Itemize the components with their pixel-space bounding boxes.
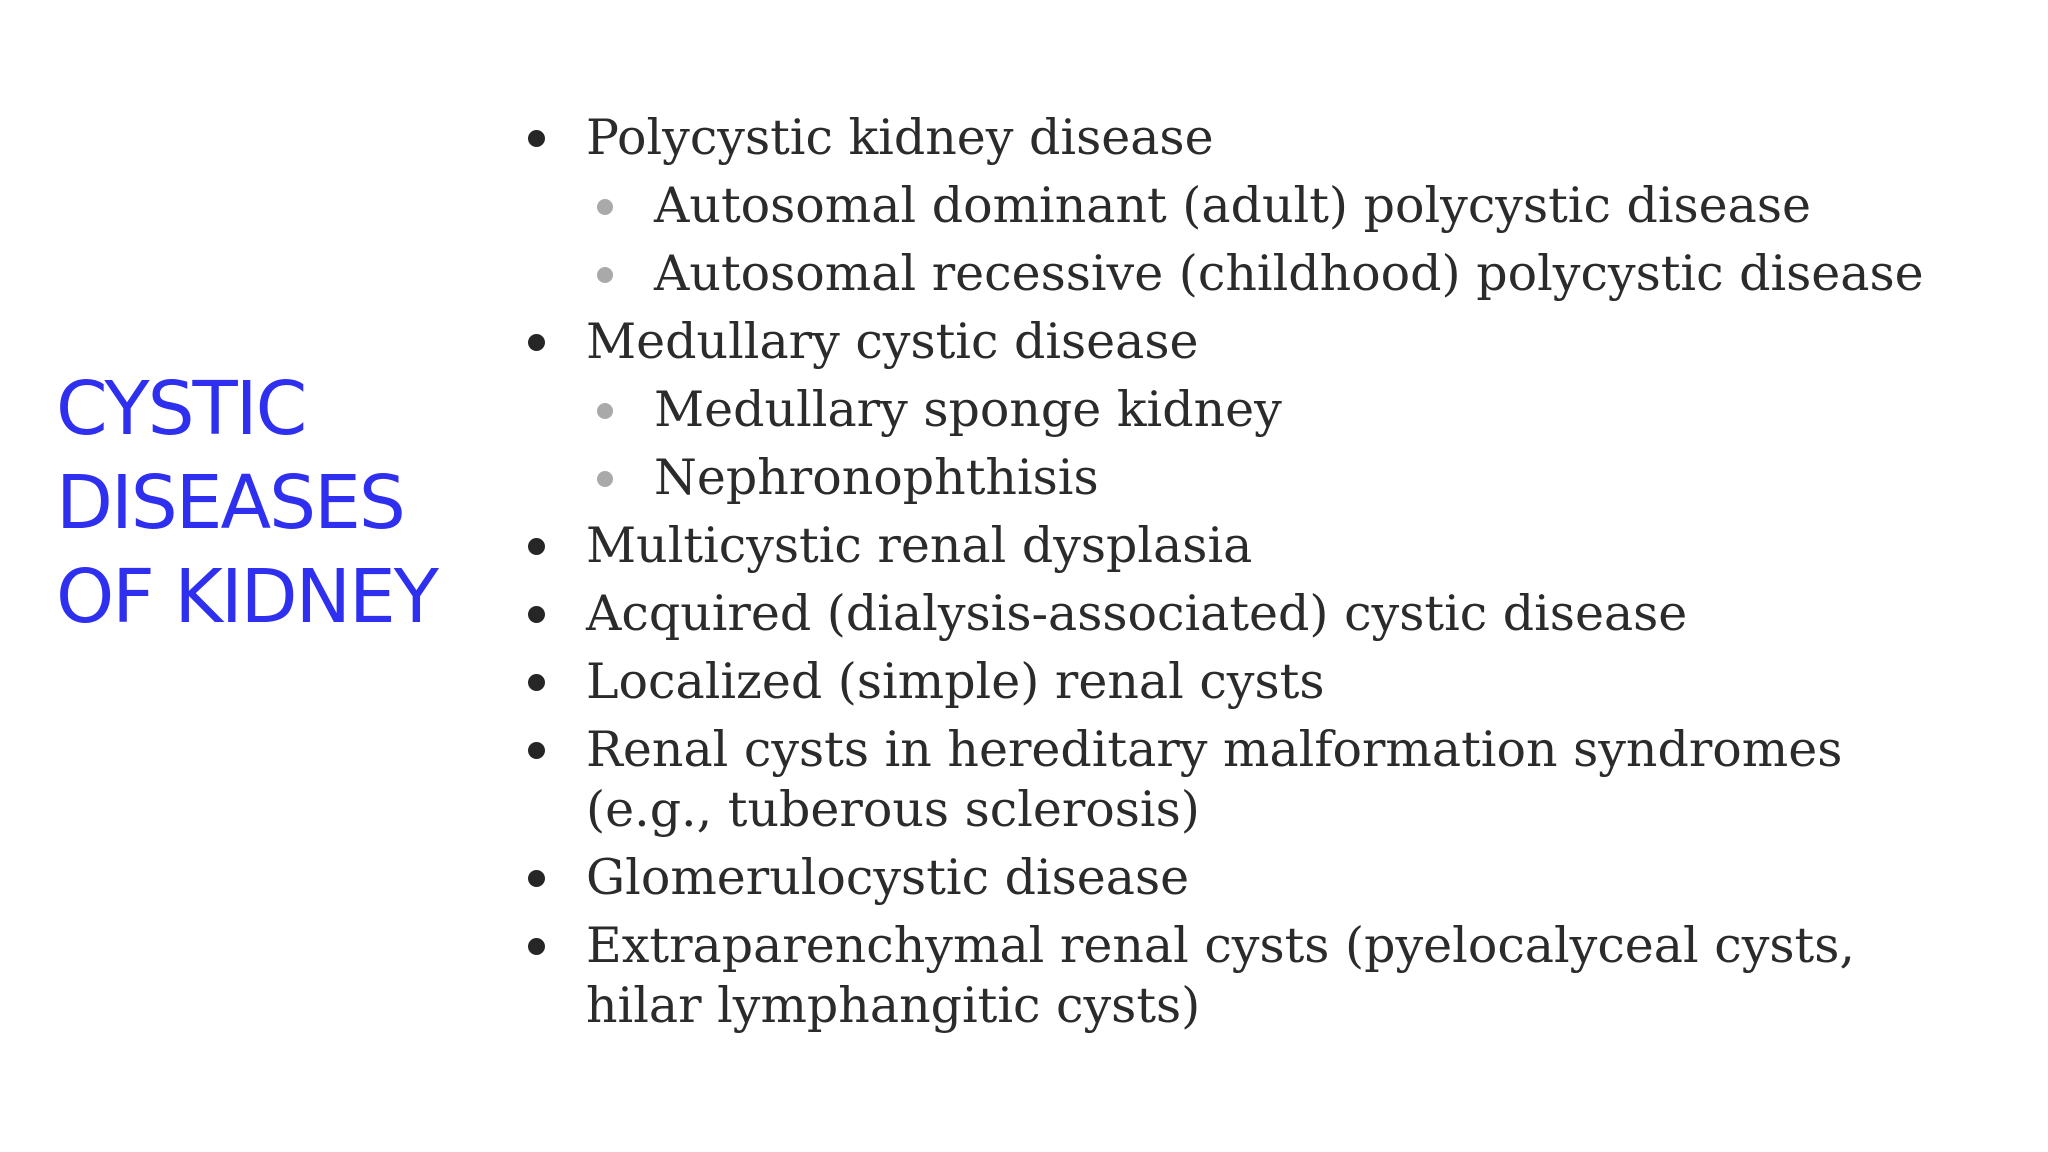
list-item-label: Localized (simple) renal cysts	[586, 653, 1325, 710]
list-item	[524, 916, 1944, 1036]
list-item	[524, 312, 1944, 372]
list-item-label: Renal cysts in hereditary malformation syndromes (e.g., tuberous sclerosis)	[586, 721, 1843, 838]
sub-list-item	[524, 176, 1944, 236]
list-item-label: Polycystic kidney disease	[586, 109, 1214, 166]
list-item	[524, 584, 1944, 644]
disease-list	[524, 108, 1944, 1044]
sub-bullet-icon	[597, 267, 613, 283]
slide-title-line: OF KIDNEY	[56, 554, 437, 640]
list-item	[524, 652, 1944, 712]
list-item-label: Multicystic renal dysplasia	[586, 517, 1253, 574]
bullet-icon	[528, 938, 545, 955]
sub-list-item-label: Nephronophthisis	[654, 449, 1099, 506]
sub-list-item	[524, 380, 1944, 440]
slide-title	[56, 362, 437, 644]
bullet-icon	[528, 606, 545, 623]
list-item	[524, 108, 1944, 168]
sub-bullet-icon	[597, 471, 613, 487]
bullet-icon	[528, 538, 545, 555]
list-item	[524, 516, 1944, 576]
slide-title-line: DISEASES	[56, 460, 404, 546]
sub-list-item	[524, 244, 1944, 304]
sub-list-item-label: Medullary sponge kidney	[654, 381, 1282, 438]
list-item-label: Medullary cystic disease	[586, 313, 1199, 370]
list-item-label: Acquired (dialysis-associated) cystic disease	[586, 585, 1688, 642]
sub-bullet-icon	[597, 199, 613, 215]
slide-title-line: CYSTIC	[56, 366, 306, 452]
bullet-icon	[528, 674, 545, 691]
bullet-icon	[528, 130, 545, 147]
sub-list-item-label: Autosomal recessive (childhood) polycystic disease	[654, 245, 1924, 302]
list-item	[524, 848, 1944, 908]
bullet-icon	[528, 742, 545, 759]
list-item	[524, 720, 1944, 840]
bullet-icon	[528, 334, 545, 351]
bullet-icon	[528, 870, 545, 887]
sub-list-item	[524, 448, 1944, 508]
list-item-label: Extraparenchymal renal cysts (pyelocalyceal cysts, hilar lymphangitic cysts)	[586, 917, 1855, 1034]
sub-list-item-label: Autosomal dominant (adult) polycystic disease	[654, 177, 1812, 234]
list-item-label: Glomerulocystic disease	[586, 849, 1190, 906]
sub-bullet-icon	[597, 403, 613, 419]
